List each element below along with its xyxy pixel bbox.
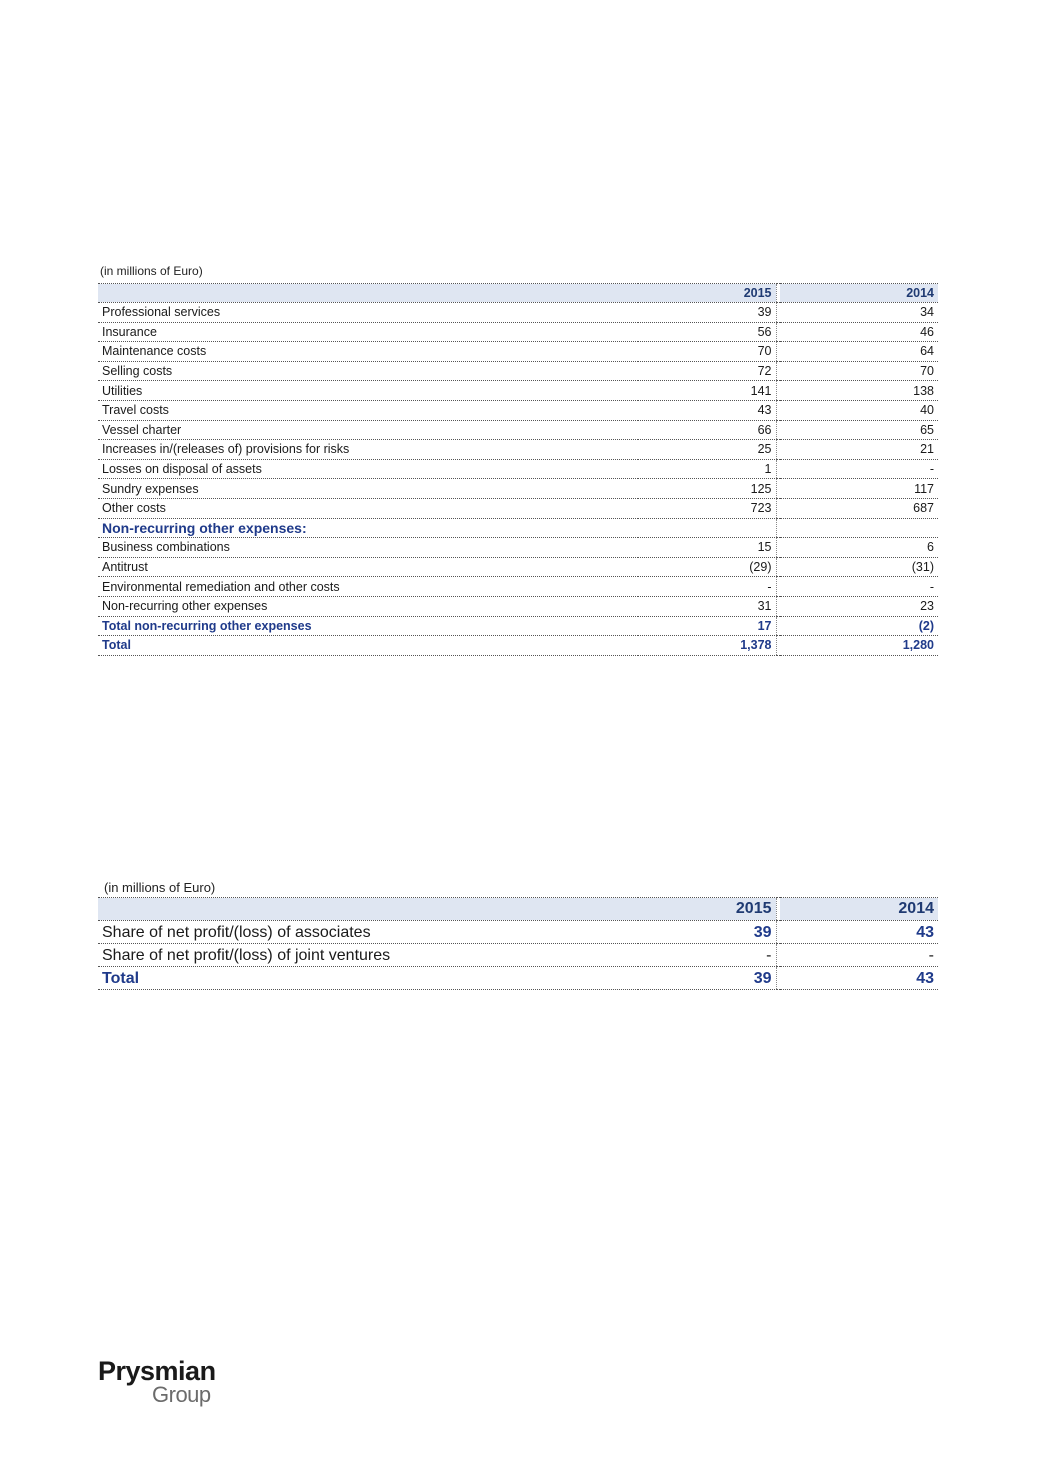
value-2015: - <box>638 944 776 967</box>
row-label: Insurance <box>98 322 638 342</box>
table-header-row <box>98 284 938 303</box>
row-label: Travel costs <box>98 400 638 420</box>
value-2015: 15 <box>638 538 776 558</box>
share-of-profit-table <box>98 897 938 990</box>
value-2015: - <box>638 577 776 597</box>
value-2014: 34 <box>780 303 938 323</box>
value-2014: 64 <box>780 342 938 362</box>
value-2014: 70 <box>780 361 938 381</box>
total-2015: 1,378 <box>638 636 776 656</box>
total-2015: 39 <box>638 967 776 990</box>
total-row <box>98 967 938 990</box>
row-label: Maintenance costs <box>98 342 638 362</box>
row-label: Share of net profit/(loss) of joint ventures <box>98 944 638 967</box>
value-2015: 31 <box>638 596 776 616</box>
row-label: Non-recurring other expenses <box>98 596 638 616</box>
table-row <box>98 322 938 342</box>
table-row <box>98 342 938 362</box>
value-2015: 70 <box>638 342 776 362</box>
value-2015: 72 <box>638 361 776 381</box>
row-label: Business combinations <box>98 538 638 558</box>
value-2014: 21 <box>780 440 938 460</box>
header-2015: 2015 <box>638 284 776 303</box>
row-label: Vessel charter <box>98 420 638 440</box>
subtotal-label: Total non-recurring other expenses <box>98 616 638 636</box>
value-2014: (31) <box>780 557 938 577</box>
total-row <box>98 636 938 656</box>
value-2014: 43 <box>780 921 938 944</box>
logo-wordmark: Prysmian <box>98 1356 216 1386</box>
value-2014: - <box>780 459 938 479</box>
value-2014: 46 <box>780 322 938 342</box>
row-label: Other costs <box>98 498 638 518</box>
section-heading-row <box>98 518 938 538</box>
total-2014: 43 <box>780 967 938 990</box>
value-2015: 43 <box>638 400 776 420</box>
logo-subtitle: Group <box>152 1382 211 1407</box>
value-2014: - <box>780 577 938 597</box>
row-label: Antitrust <box>98 557 638 577</box>
table-row <box>98 538 938 558</box>
empty-cell <box>638 518 776 538</box>
value-2014: 6 <box>780 538 938 558</box>
row-label: Increases in/(releases of) provisions for risks <box>98 440 638 460</box>
section-heading: Non-recurring other expenses: <box>98 518 638 538</box>
table-row <box>98 498 938 518</box>
subtotal-row <box>98 616 938 636</box>
header-label-cell <box>98 284 638 303</box>
row-label: Professional services <box>98 303 638 323</box>
value-2014: 138 <box>780 381 938 401</box>
value-2014: 65 <box>780 420 938 440</box>
value-2014: 687 <box>780 498 938 518</box>
header-label-cell <box>98 898 638 921</box>
table-row <box>98 361 938 381</box>
value-2015: 66 <box>638 420 776 440</box>
table-row <box>98 944 938 967</box>
row-label: Utilities <box>98 381 638 401</box>
value-2014: 23 <box>780 596 938 616</box>
table-row <box>98 921 938 944</box>
row-label: Share of net profit/(loss) of associates <box>98 921 638 944</box>
table2-unit-caption: (in millions of Euro) <box>104 880 216 895</box>
row-label: Selling costs <box>98 361 638 381</box>
total-2014: 1,280 <box>780 636 938 656</box>
value-2015: 25 <box>638 440 776 460</box>
table-row <box>98 479 938 499</box>
value-2015: 56 <box>638 322 776 342</box>
table-row <box>98 420 938 440</box>
header-2014: 2014 <box>780 284 938 303</box>
table-row <box>98 381 938 401</box>
row-label: Losses on disposal of assets <box>98 459 638 479</box>
table-row <box>98 577 938 597</box>
row-label: Sundry expenses <box>98 479 638 499</box>
value-2015: (29) <box>638 557 776 577</box>
subtotal-2014: (2) <box>780 616 938 636</box>
value-2015: 723 <box>638 498 776 518</box>
table-row <box>98 459 938 479</box>
table-row <box>98 440 938 460</box>
table-row <box>98 557 938 577</box>
other-expenses-table <box>98 283 938 656</box>
value-2015: 141 <box>638 381 776 401</box>
total-label: Total <box>98 967 638 990</box>
total-label: Total <box>98 636 638 656</box>
prysmian-group-logo <box>98 1356 238 1416</box>
empty-cell <box>780 518 938 538</box>
table-header-row <box>98 898 938 921</box>
value-2015: 39 <box>638 921 776 944</box>
table-row <box>98 596 938 616</box>
header-2015: 2015 <box>638 898 776 921</box>
table-row <box>98 400 938 420</box>
value-2014: 40 <box>780 400 938 420</box>
value-2014: 117 <box>780 479 938 499</box>
value-2014: - <box>780 944 938 967</box>
row-label: Environmental remediation and other costs <box>98 577 638 597</box>
table1-unit-caption: (in millions of Euro) <box>100 264 203 278</box>
subtotal-2015: 17 <box>638 616 776 636</box>
header-2014: 2014 <box>780 898 938 921</box>
value-2015: 125 <box>638 479 776 499</box>
value-2015: 1 <box>638 459 776 479</box>
value-2015: 39 <box>638 303 776 323</box>
table-row <box>98 303 938 323</box>
